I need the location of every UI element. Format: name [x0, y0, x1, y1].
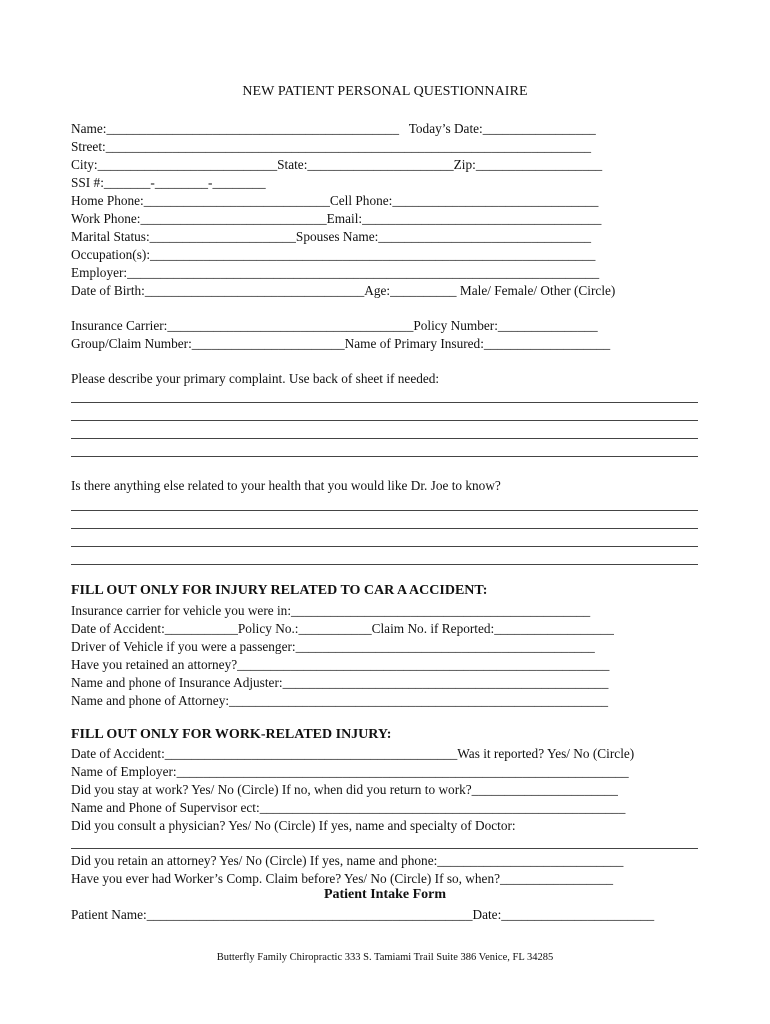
work-phone-email-line[interactable]: Work Phone:____________________________Email:____________________________________	[71, 211, 602, 226]
vehicle-insurance-line[interactable]: Insurance carrier for vehicle you were in:_____________________________________________	[71, 603, 591, 618]
employer-line[interactable]: Employer:_______________________________________________________________________	[71, 265, 600, 280]
form-title: NEW PATIENT PERSONAL QUESTIONNAIRE	[242, 84, 528, 99]
attorney-phone-line[interactable]: Name and phone of Attorney:_________________________________________________________	[71, 693, 609, 708]
stay-at-work-line[interactable]: Did you stay at work? Yes/ No (Circle) If no, when did you return to work?______________________	[71, 782, 618, 797]
group-claim-line[interactable]: Group/Claim Number:_______________________Name of Primary Insured:___________________	[71, 336, 611, 351]
health-blank-line[interactable]	[71, 546, 698, 547]
physician-line[interactable]: Did you consult a physician? Yes/ No (Circle) If yes, name and specialty of Doctor:	[71, 818, 516, 833]
home-cell-phone-line[interactable]: Home Phone:____________________________Cell Phone:_______________________________	[71, 193, 599, 208]
health-blank-line[interactable]	[71, 510, 698, 511]
adjuster-line[interactable]: Name and phone of Insurance Adjuster:_________________________________________________	[71, 675, 609, 690]
work-injury-heading: FILL OUT ONLY FOR WORK-RELATED INJURY:	[71, 727, 392, 742]
work-accident-date-line[interactable]: Date of Accident:____________________________________________Was it reported? Yes/ No (Circle)	[71, 746, 635, 761]
clinic-footer: Butterfly Family Chiropractic 333 S. Tamiami Trail Suite 386 Venice, FL 34285	[216, 952, 554, 963]
workers-comp-line[interactable]: Have you ever had Worker’s Comp. Claim before? Yes/ No (Circle) If so, when?_________________	[71, 871, 614, 886]
complaint-blank-line[interactable]	[71, 420, 698, 421]
complaint-blank-line[interactable]	[71, 456, 698, 457]
attorney-retained-line[interactable]: Have you retained an attorney?________________________________________________________	[71, 657, 610, 672]
complaint-blank-line[interactable]	[71, 438, 698, 439]
ssi-line[interactable]: SSI #:_______-________-________	[71, 175, 266, 190]
physician-blank-line[interactable]	[71, 848, 698, 849]
supervisor-line[interactable]: Name and Phone of Supervisor ect:_______________________________________________________	[71, 800, 626, 815]
street-line[interactable]: Street:_________________________________________________________________________	[71, 139, 592, 154]
patient-name-date-line[interactable]: Patient Name:_________________________________________________Date:_______________________	[71, 907, 655, 922]
dob-age-sex-line[interactable]: Date of Birth:_________________________________Age:__________ Male/ Female/ Other (Circle)	[71, 283, 616, 298]
employer-name-line[interactable]: Name of Employer:____________________________________________________________________	[71, 764, 629, 779]
occupation-line[interactable]: Occupation(s):___________________________________________________________________	[71, 247, 596, 262]
intake-form-title: Patient Intake Form	[323, 887, 447, 902]
complaint-blank-line[interactable]	[71, 402, 698, 403]
complaint-prompt: Please describe your primary complaint. Use back of sheet if needed:	[71, 371, 440, 386]
health-blank-line[interactable]	[71, 528, 698, 529]
health-prompt: Is there anything else related to your health that you would like Dr. Joe to know?	[71, 478, 501, 493]
insurance-carrier-line[interactable]: Insurance Carrier:_____________________________________Policy Number:_______________	[71, 318, 598, 333]
accident-policy-claim-line[interactable]: Date of Accident:___________Policy No.:___________Claim No. if Reported:__________________	[71, 621, 614, 636]
work-attorney-line[interactable]: Did you retain an attorney? Yes/ No (Circle) If yes, name and phone:____________________________	[71, 853, 624, 868]
city-state-zip-line[interactable]: City:___________________________State:______________________Zip:___________________	[71, 157, 603, 172]
car-accident-heading: FILL OUT ONLY FOR INJURY RELATED TO CAR A ACCIDENT:	[71, 583, 488, 598]
health-blank-line[interactable]	[71, 564, 698, 565]
name-date-line[interactable]: Name:____________________________________________ Today’s Date:_________________	[71, 121, 596, 136]
marital-spouse-line[interactable]: Marital Status:______________________Spouses Name:________________________________	[71, 229, 592, 244]
driver-line[interactable]: Driver of Vehicle if you were a passenger:_____________________________________________	[71, 639, 595, 654]
